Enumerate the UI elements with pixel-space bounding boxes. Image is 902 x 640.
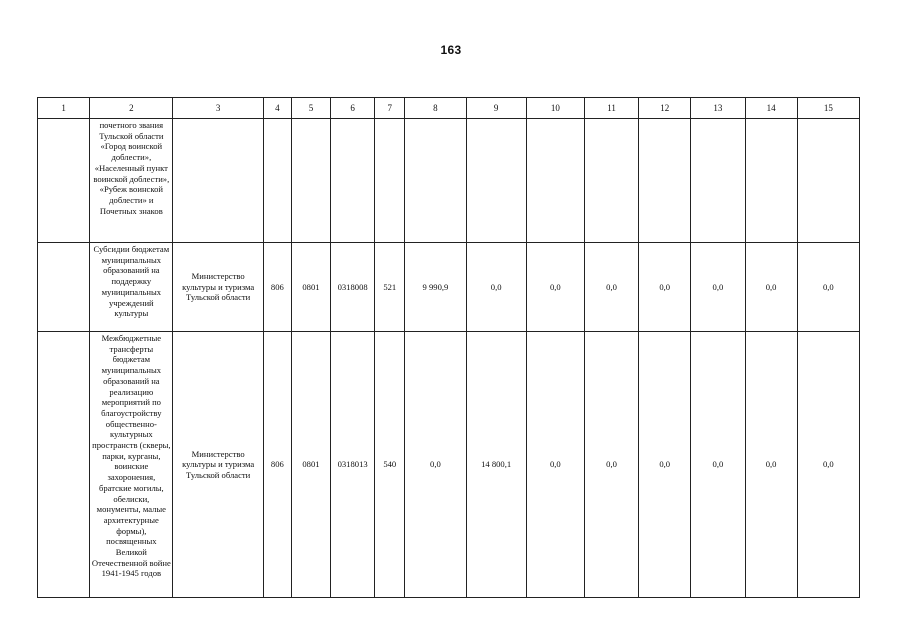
cell-col-8: [405, 119, 466, 243]
cell-col-1: [38, 332, 90, 598]
cell-col-5: 0801: [291, 332, 330, 598]
cell-description: Субсидии бюджетам муниципальных образований на поддержку муниципальных учреждений культуры: [90, 243, 173, 332]
column-header-7: 7: [375, 98, 405, 119]
cell-col-14: 0,0: [745, 332, 797, 598]
cell-col-10: [526, 119, 584, 243]
column-header-3: 3: [173, 98, 263, 119]
cell-description: Межбюджетные трансферты бюджетам муниципальных образований на реализацию мероприятий по благоустройству общественно-культурных пространств (скверы, парки, курганы, воинские захоронения, братские могилы, обелиски, монументы, малые архитектурные формы), посвященных Великой Отечественной войне 1941-1945 годов: [90, 332, 173, 598]
cell-col-8: 9 990,9: [405, 243, 466, 332]
cell-administrator: Министерство культуры и туризма Тульской области: [173, 243, 263, 332]
table-row: [38, 119, 860, 243]
cell-col-4: 806: [263, 332, 291, 598]
column-header-15: 15: [797, 98, 859, 119]
cell-col-1: [38, 243, 90, 332]
cell-col-13: [691, 119, 745, 243]
cell-col-7: [375, 119, 405, 243]
cell-col-4: 806: [263, 243, 291, 332]
cell-col-12: 0,0: [639, 332, 691, 598]
column-header-14: 14: [745, 98, 797, 119]
cell-col-13: 0,0: [691, 332, 745, 598]
cell-col-6: 0318013: [331, 332, 375, 598]
cell-col-9: 0,0: [466, 243, 526, 332]
column-header-9: 9: [466, 98, 526, 119]
cell-col-5: 0801: [291, 243, 330, 332]
cell-col-10: 0,0: [526, 332, 584, 598]
column-header-4: 4: [263, 98, 291, 119]
cell-col-6: [331, 119, 375, 243]
header-row: [38, 98, 860, 119]
cell-col-4: [263, 119, 291, 243]
cell-col-15: 0,0: [797, 332, 859, 598]
column-header-2: 2: [90, 98, 173, 119]
cell-col-9: [466, 119, 526, 243]
column-header-8: 8: [405, 98, 466, 119]
cell-col-7: 540: [375, 332, 405, 598]
budget-table: [37, 97, 860, 598]
cell-col-10: 0,0: [526, 243, 584, 332]
cell-col-11: 0,0: [584, 332, 638, 598]
column-header-10: 10: [526, 98, 584, 119]
cell-col-12: 0,0: [639, 243, 691, 332]
column-header-11: 11: [584, 98, 638, 119]
cell-administrator: [173, 119, 263, 243]
cell-description: почетного звания Тульской области «Город воинской доблести», «Населенный пункт воинской доблести», «Рубеж воинской доблести» и Почетных знаков: [90, 119, 173, 243]
page-number: 163: [440, 43, 462, 57]
cell-col-15: [797, 119, 859, 243]
column-header-12: 12: [639, 98, 691, 119]
cell-col-11: [584, 119, 638, 243]
column-header-6: 6: [331, 98, 375, 119]
cell-col-12: [639, 119, 691, 243]
cell-col-14: 0,0: [745, 243, 797, 332]
cell-col-5: [291, 119, 330, 243]
cell-col-14: [745, 119, 797, 243]
column-header-13: 13: [691, 98, 745, 119]
cell-col-6: 0318008: [331, 243, 375, 332]
cell-col-1: [38, 119, 90, 243]
cell-col-9: 14 800,1: [466, 332, 526, 598]
table-row: [38, 243, 860, 332]
cell-col-7: 521: [375, 243, 405, 332]
column-header-1: 1: [38, 98, 90, 119]
cell-col-11: 0,0: [584, 243, 638, 332]
table-row: [38, 332, 860, 598]
cell-administrator: Министерство культуры и туризма Тульской области: [173, 332, 263, 598]
cell-col-8: 0,0: [405, 332, 466, 598]
cell-col-15: 0,0: [797, 243, 859, 332]
cell-col-13: 0,0: [691, 243, 745, 332]
column-header-5: 5: [291, 98, 330, 119]
